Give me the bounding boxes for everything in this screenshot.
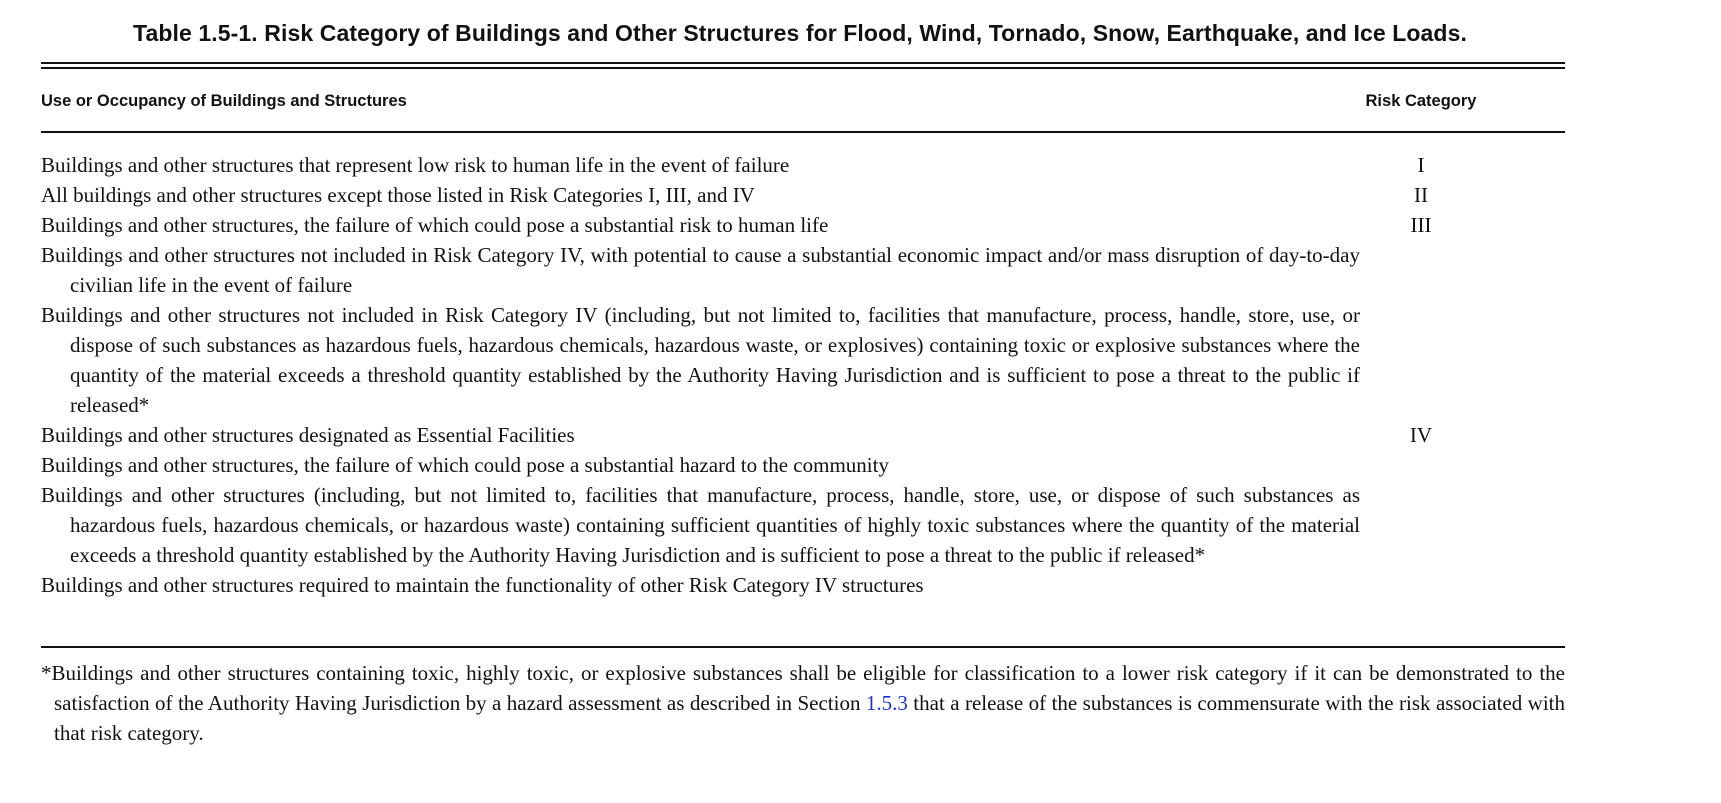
row-occupancy-text: All buildings and other structures except those listed in Risk Categories I, III, and IV xyxy=(41,183,755,207)
row-occupancy-text: Buildings and other structures, the failure of which could pose a substantial hazard to the community xyxy=(41,453,889,477)
row-risk-category: I xyxy=(1417,153,1425,177)
top-rule xyxy=(41,62,1565,64)
table-row xyxy=(41,450,1565,480)
table-row xyxy=(41,180,1565,210)
table-row xyxy=(41,300,1565,420)
table-row xyxy=(41,420,1565,450)
row-occupancy-text: Buildings and other structures not included in Risk Category IV, with potential to cause a substantial economic impact and/or mass disruption of day-to-day civilian life in the event of failure xyxy=(41,243,1360,297)
table-footnote xyxy=(41,658,1565,748)
row-occupancy-text: Buildings and other structures designated as Essential Facilities xyxy=(41,423,575,447)
table-row xyxy=(41,480,1565,570)
row-occupancy-text: Buildings and other structures (including, but not limited to, facilities that manufacture, process, handle, store, use, or dispose of such substances as hazardous fuels, hazardous chemicals, or hazardous waste) containing sufficient quantities of highly toxic substances where the quantity of the material exceeds a threshold quantity established by the Authority Having Jurisdiction and is sufficient to pose a threat to the public if released* xyxy=(41,483,1360,567)
column-header-risk-category: Risk Category xyxy=(1365,92,1477,110)
row-occupancy-text: Buildings and other structures that represent low risk to human life in the event of failure xyxy=(41,153,790,177)
section-link[interactable]: 1.5.3 xyxy=(865,691,908,715)
footnote-text: *Buildings and other structures containing toxic, highly toxic, or explosive substances shall be eligible for classification to a lower risk category if it can be demonstrated to the satisfaction of the Authority Having Jurisdiction by a hazard assessment as described in Section xyxy=(41,661,1565,715)
table-row xyxy=(41,570,1565,600)
column-header-use: Use or Occupancy of Buildings and Structures xyxy=(41,92,407,110)
row-occupancy-text: Buildings and other structures required to maintain the functionality of other Risk Category IV structures xyxy=(41,573,924,597)
footnote-text-end: that a release of the substances is commensurate with the risk associated with that risk category. xyxy=(54,691,1566,745)
table-row xyxy=(41,150,1565,180)
row-risk-category: II xyxy=(1414,183,1428,207)
row-risk-category: IV xyxy=(1409,423,1433,447)
table-title: Table 1.5-1. Risk Category of Buildings and Other Structures for Flood, Wind, Tornado, Snow, Earthquake, and Ice Loads. xyxy=(133,20,1467,46)
bottom-rule xyxy=(41,646,1565,648)
table-row xyxy=(41,240,1565,300)
top-rule-second xyxy=(41,67,1565,69)
table-row xyxy=(41,210,1565,240)
header-rule xyxy=(41,131,1565,133)
table-body xyxy=(41,150,1565,600)
row-occupancy-text: Buildings and other structures not included in Risk Category IV (including, but not limited to, facilities that manufacture, process, handle, store, use, or dispose of such substances as hazardous fuels, hazardous chemicals, hazardous waste, or explosives) containing toxic or explosive substances where the quantity of the material exceeds a threshold quantity established by the Authority Having Jurisdiction and is sufficient to pose a threat to the public if released* xyxy=(41,303,1360,417)
row-risk-category: III xyxy=(1410,213,1432,237)
row-occupancy-text: Buildings and other structures, the failure of which could pose a substantial risk to human life xyxy=(41,213,829,237)
